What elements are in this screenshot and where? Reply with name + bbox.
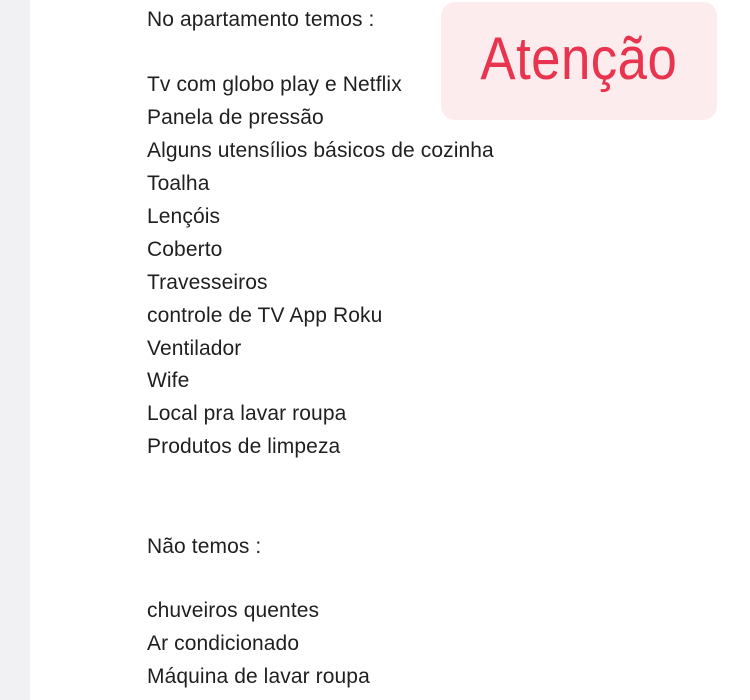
have-item: Coberto bbox=[147, 238, 223, 261]
heading-not-have: Não temos : bbox=[147, 535, 262, 558]
have-item: controle de TV App Roku bbox=[147, 304, 383, 327]
heading-have: No apartamento temos : bbox=[147, 8, 375, 31]
left-margin-strip bbox=[0, 0, 30, 700]
have-item: Lençóis bbox=[147, 205, 221, 228]
have-item: Local pra lavar roupa bbox=[147, 402, 347, 425]
have-item: Produtos de limpeza bbox=[147, 435, 341, 458]
attention-badge bbox=[441, 2, 717, 120]
have-item: Ventilador bbox=[147, 337, 242, 360]
have-item: Alguns utensílios básicos de cozinha bbox=[147, 139, 494, 162]
have-item: Panela de pressão bbox=[147, 106, 324, 129]
have-item: Toalha bbox=[147, 172, 210, 195]
not-have-item: chuveiros quentes bbox=[147, 599, 320, 622]
have-item: Tv com globo play e Netflix bbox=[147, 73, 402, 96]
not-have-item: Ar condicionado bbox=[147, 632, 300, 655]
attention-label: Atenção bbox=[480, 25, 678, 92]
have-item: Travesseiros bbox=[147, 271, 268, 294]
not-have-item: Máquina de lavar roupa bbox=[147, 665, 370, 688]
have-item: Wife bbox=[147, 369, 190, 392]
